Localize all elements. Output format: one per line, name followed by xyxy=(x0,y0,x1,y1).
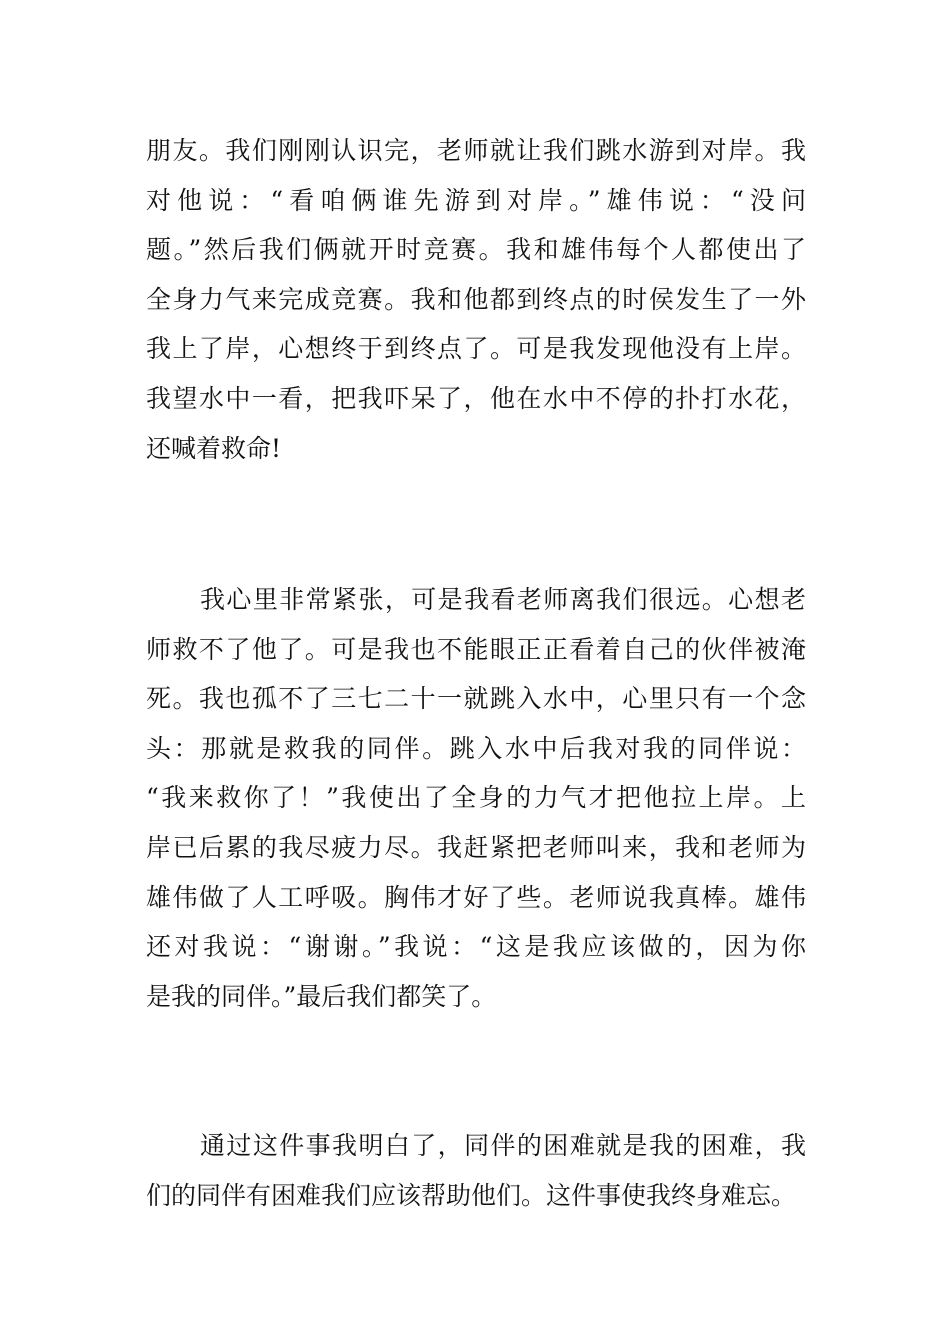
paragraph-line: 还对我说：“谢谢。”我说：“这是我应该做的，因为你 xyxy=(146,932,806,962)
paragraph-line: 通过这件事我明白了，同伴的困难就是我的困难，我 xyxy=(200,1131,806,1160)
paragraph-line: 岸已后累的我尽疲力尽。我赶紧把老师叫来，我和老师为 xyxy=(146,832,806,862)
paragraph-line: “我来救你了！”我使出了全身的力气才把他拉上岸。上 xyxy=(146,783,806,813)
paragraph-line: 朋友。我们刚刚认识完，老师就让我们跳水游到对岸。我 xyxy=(146,136,806,165)
paragraph-rescue xyxy=(146,575,806,1021)
paragraph-line: 对他说：“看咱俩谁先游到对岸。”雄伟说：“没问 xyxy=(146,185,806,215)
paragraph-line: 师救不了他了。可是我也不能眼正正看着自己的伙伴被淹 xyxy=(146,634,806,664)
paragraph-line: 题。”然后我们俩就开时竞赛。我和雄伟每个人都使出了 xyxy=(146,235,806,265)
paragraph-line: 我心里非常紧张，可是我看老师离我们很远。心想老 xyxy=(200,585,806,614)
paragraph-line: 我上了岸，心想终于到终点了。可是我发现他没有上岸。 xyxy=(146,334,806,364)
paragraph-line: 头：那就是救我的同伴。跳入水中后我对我的同伴说： xyxy=(146,733,806,763)
paragraph-line: 死。我也孤不了三七二十一就跳入水中，心里只有一个念 xyxy=(146,684,806,714)
paragraph-conclusion xyxy=(146,1121,806,1220)
paragraph-line: 雄伟做了人工呼吸。胸伟才好了些。老师说我真棒。雄伟 xyxy=(146,882,806,912)
paragraph-swimming-race xyxy=(146,126,806,473)
paragraph-line: 是我的同伴。”最后我们都笑了。 xyxy=(146,981,497,1011)
paragraph-line: 还喊着救命! xyxy=(146,433,282,463)
paragraph-line: 们的同伴有困难我们应该帮助他们。这件事使我终身难忘。 xyxy=(146,1180,797,1210)
paragraph-line: 全身力气来完成竞赛。我和他都到终点的时侯发生了一外 xyxy=(146,284,806,314)
paragraph-line: 我望水中一看，把我吓呆了，他在水中不停的扑打水花， xyxy=(146,383,806,413)
